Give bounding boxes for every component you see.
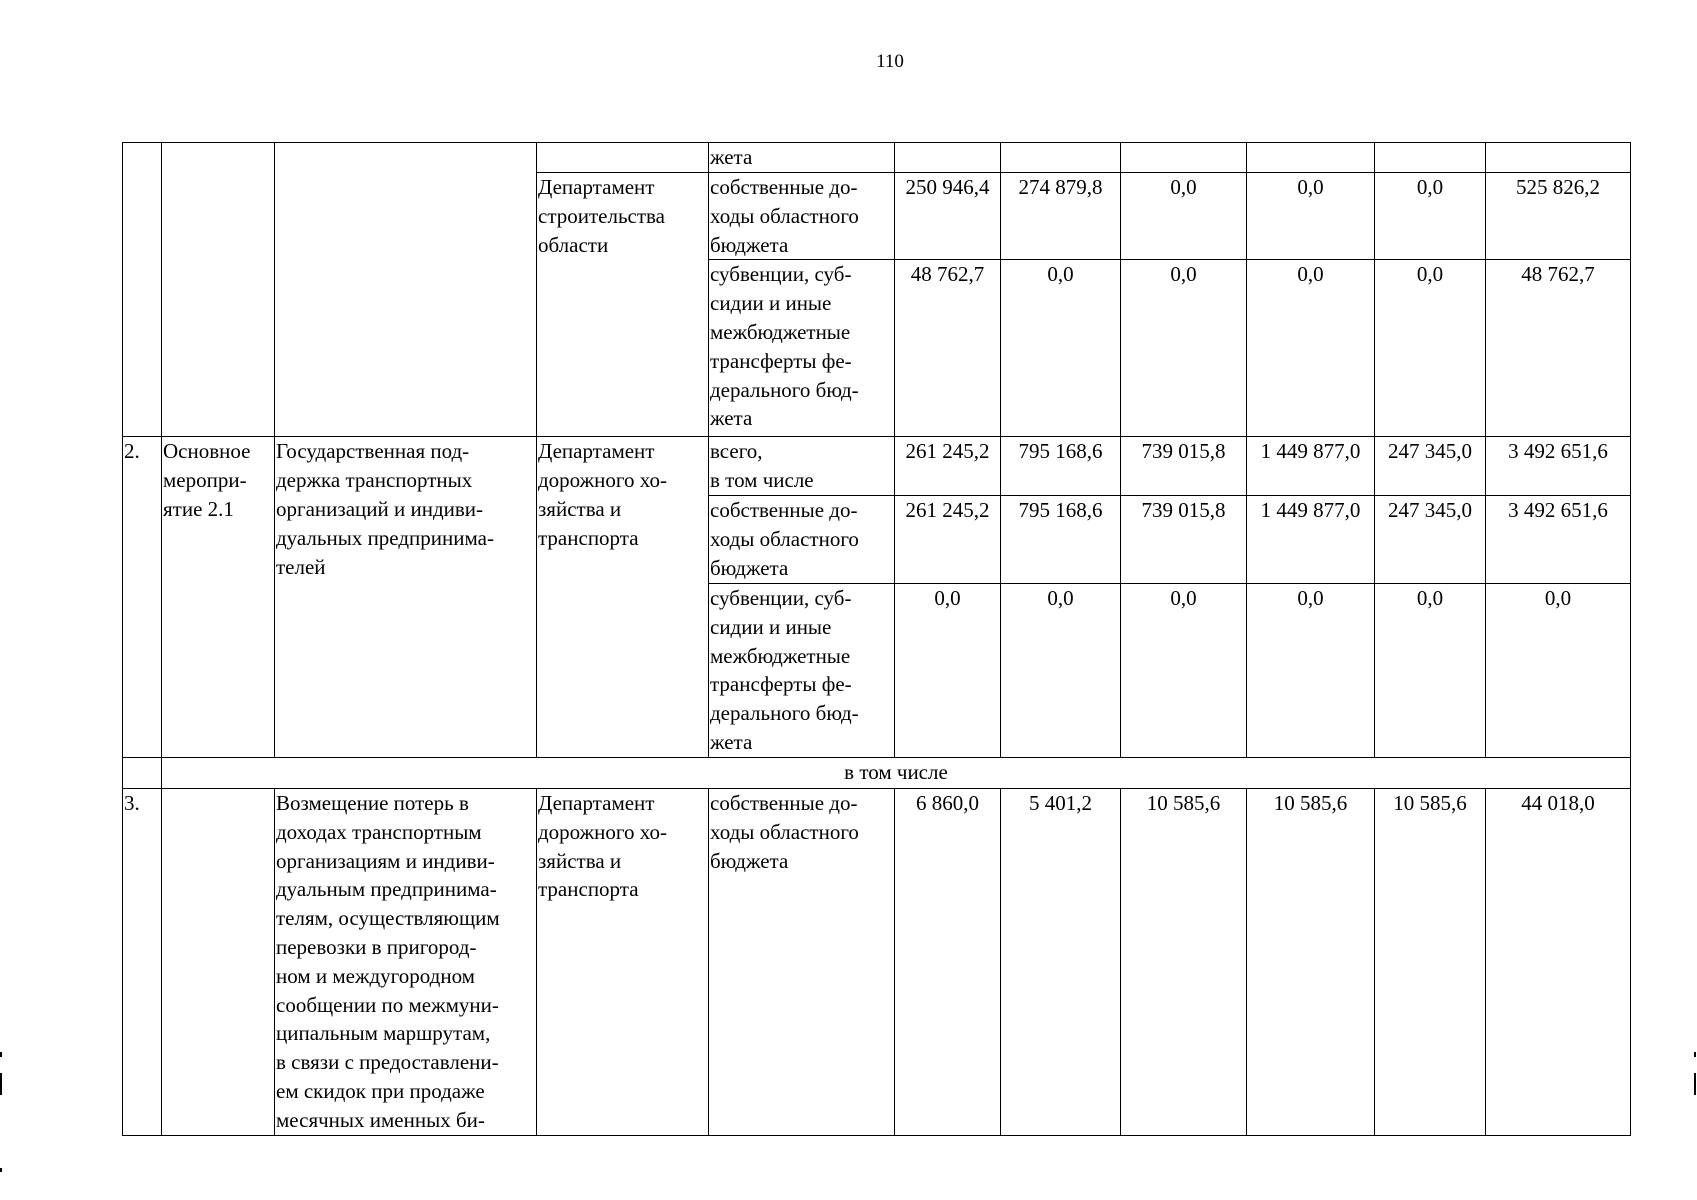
budget-table bbox=[122, 142, 1631, 1136]
value-cell bbox=[1486, 143, 1631, 173]
scan-mark bbox=[0, 1073, 2, 1095]
value-cell: 261 245,2 bbox=[895, 437, 1001, 496]
value-cell: 1 449 877,0 bbox=[1247, 495, 1375, 583]
value-cell bbox=[1375, 143, 1486, 173]
value-cell: 0,0 bbox=[1486, 583, 1631, 757]
value-cell: 0,0 bbox=[1247, 583, 1375, 757]
value-cell: 525 826,2 bbox=[1486, 173, 1631, 260]
value-cell: 0,0 bbox=[1001, 260, 1121, 437]
scan-mark bbox=[1694, 1073, 1696, 1095]
name-cell: Государственная под- держка транспортных организаций и индиви- дуальных предпринима- телей bbox=[275, 437, 537, 758]
source-cell: собственные до- ходы областного бюджета bbox=[709, 495, 895, 583]
level-cell: Основное меропри- ятие 2.1 bbox=[162, 437, 275, 758]
source-cell: субвенции, суб- сидии и иные межбюджетные трансферты фе- дерального бюд- жета bbox=[709, 260, 895, 437]
value-cell: 6 860,0 bbox=[895, 788, 1001, 1135]
value-cell: 48 762,7 bbox=[1486, 260, 1631, 437]
value-cell: 44 018,0 bbox=[1486, 788, 1631, 1135]
value-cell: 3 492 651,6 bbox=[1486, 437, 1631, 496]
scan-mark bbox=[0, 1168, 2, 1172]
source-cell: жета bbox=[709, 143, 895, 173]
value-cell: 10 585,6 bbox=[1121, 788, 1247, 1135]
name-cell bbox=[275, 143, 537, 437]
level-cell bbox=[162, 143, 275, 437]
value-cell: 247 345,0 bbox=[1375, 495, 1486, 583]
source-cell: собственные до- ходы областного бюджета bbox=[709, 788, 895, 1135]
scan-mark bbox=[0, 1052, 2, 1057]
value-cell: 0,0 bbox=[1375, 260, 1486, 437]
source-cell: всего, в том числе bbox=[709, 437, 895, 496]
table-row bbox=[123, 437, 1631, 496]
value-cell: 795 168,6 bbox=[1001, 495, 1121, 583]
value-cell bbox=[895, 143, 1001, 173]
row-number-cell bbox=[123, 757, 162, 788]
value-cell: 274 879,8 bbox=[1001, 173, 1121, 260]
value-cell: 0,0 bbox=[1121, 583, 1247, 757]
value-cell: 250 946,4 bbox=[895, 173, 1001, 260]
value-cell: 0,0 bbox=[1247, 173, 1375, 260]
value-cell: 795 168,6 bbox=[1001, 437, 1121, 496]
value-cell bbox=[1247, 143, 1375, 173]
value-cell: 247 345,0 bbox=[1375, 437, 1486, 496]
value-cell: 5 401,2 bbox=[1001, 788, 1121, 1135]
value-cell: 0,0 bbox=[1121, 173, 1247, 260]
level-cell bbox=[162, 788, 275, 1135]
row-number-cell: 3. bbox=[123, 788, 162, 1135]
value-cell: 0,0 bbox=[1375, 583, 1486, 757]
table-row bbox=[123, 143, 1631, 173]
executor-cell bbox=[537, 143, 709, 173]
subheader-cell: в том числе bbox=[162, 757, 1631, 788]
value-cell bbox=[1121, 143, 1247, 173]
value-cell: 0,0 bbox=[1121, 260, 1247, 437]
value-cell: 0,0 bbox=[1247, 260, 1375, 437]
value-cell: 3 492 651,6 bbox=[1486, 495, 1631, 583]
value-cell: 739 015,8 bbox=[1121, 495, 1247, 583]
value-cell bbox=[1001, 143, 1121, 173]
page-number: 110 bbox=[876, 51, 904, 72]
executor-cell: Департамент дорожного хо- зяйства и транспорта bbox=[537, 437, 709, 758]
value-cell: 1 449 877,0 bbox=[1247, 437, 1375, 496]
executor-cell: Департамент строительства области bbox=[537, 173, 709, 437]
value-cell: 739 015,8 bbox=[1121, 437, 1247, 496]
name-cell: Возмещение потерь в доходах транспортным организациям и индиви- дуальным предпринима- телям, осуществляющим перевозки в пригород- ном и междугородном сообщении по межмуни- ципальным маршрутам, в связи с предоставлени- ем скидок при продаже месячных именных би- bbox=[275, 788, 537, 1135]
source-cell: собственные до- ходы областного бюджета bbox=[709, 173, 895, 260]
table-subheader-row bbox=[123, 757, 1631, 788]
table-row bbox=[123, 788, 1631, 1135]
row-number-cell: 2. bbox=[123, 437, 162, 758]
source-cell: субвенции, суб- сидии и иные межбюджетные трансферты фе- дерального бюд- жета bbox=[709, 583, 895, 757]
executor-cell: Департамент дорожного хо- зяйства и транспорта bbox=[537, 788, 709, 1135]
value-cell: 48 762,7 bbox=[895, 260, 1001, 437]
value-cell: 10 585,6 bbox=[1375, 788, 1486, 1135]
value-cell: 261 245,2 bbox=[895, 495, 1001, 583]
row-number-cell bbox=[123, 143, 162, 437]
scan-mark bbox=[1694, 1052, 1696, 1057]
value-cell: 10 585,6 bbox=[1247, 788, 1375, 1135]
value-cell: 0,0 bbox=[1001, 583, 1121, 757]
value-cell: 0,0 bbox=[1375, 173, 1486, 260]
value-cell: 0,0 bbox=[895, 583, 1001, 757]
